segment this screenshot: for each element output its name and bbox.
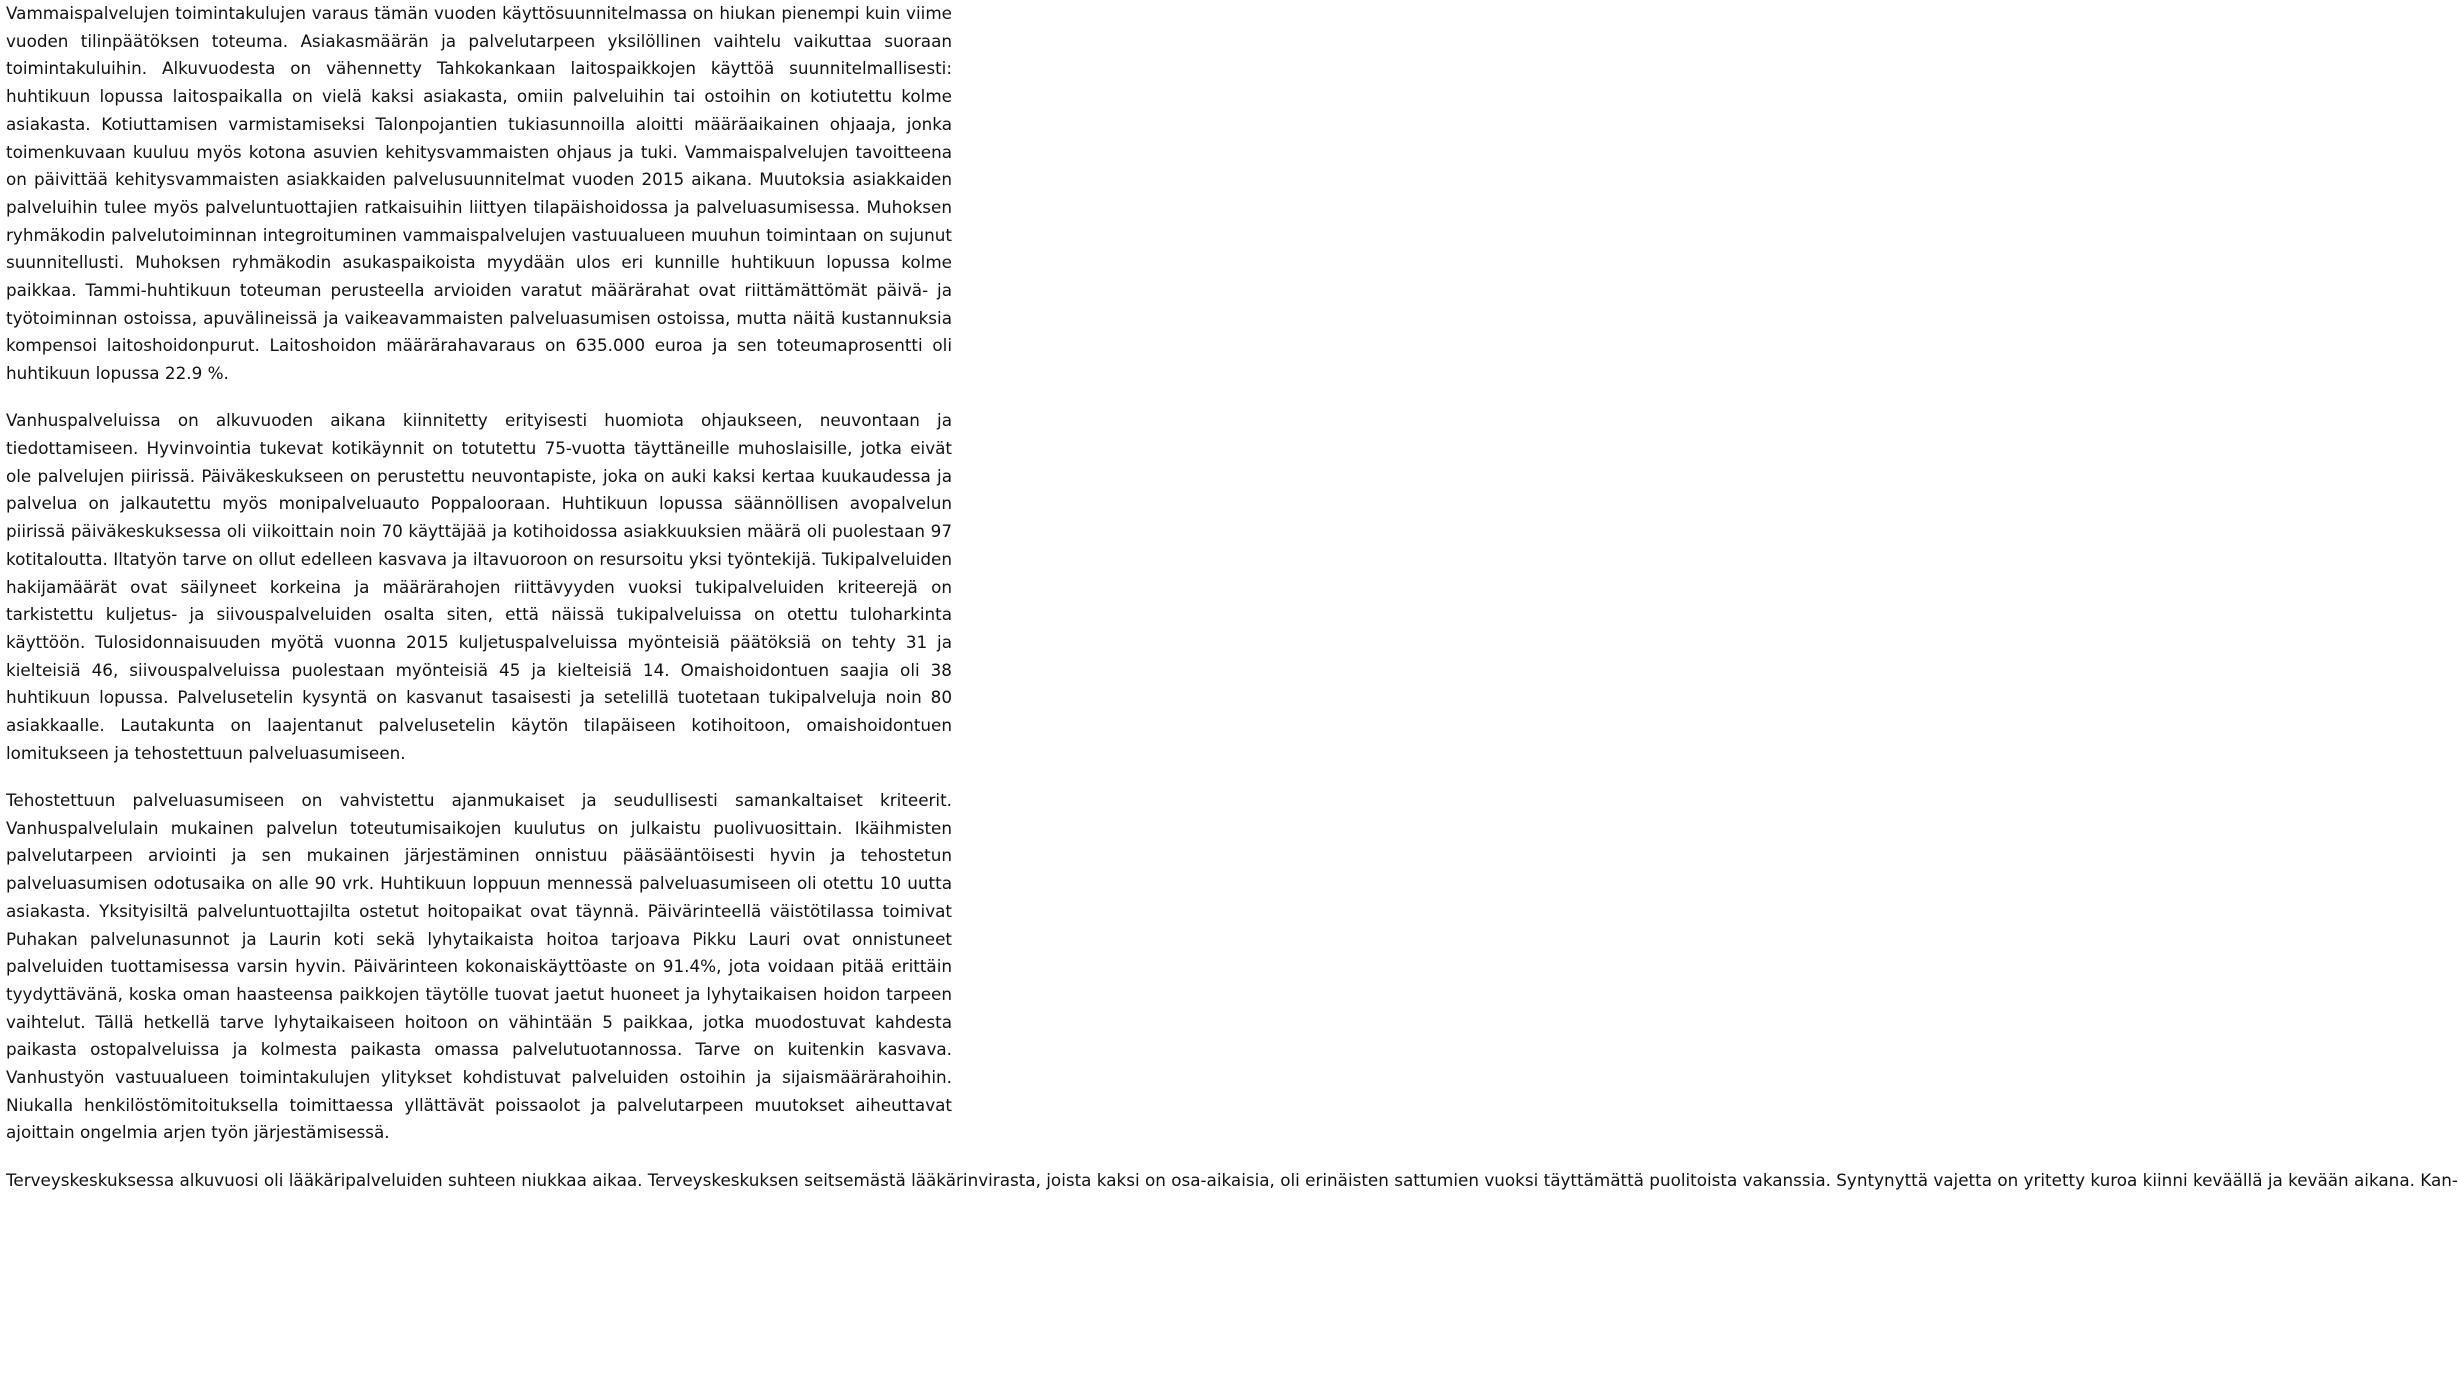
document-body bbox=[6, 0, 2458, 1194]
paragraph-tehostettu-palveluasuminen: Tehostettuun palveluasumiseen on vahvistettu ajanmukaiset ja seudullisesti samankaltaiset kriteerit. Vanhuspalvelulain mukainen palvelun toteutumisaikojen kuulutus on julkaistu puolivuosittain. Ikäihmisten palvelutarpeen arviointi ja sen mukainen järjestäminen onnistuu pääsääntöisesti hyvin ja tehostetun palveluasumisen odotusaika on alle 90 vrk. Huhtikuun loppuun mennessä palveluasumiseen oli otettu 10 uutta asiakasta. Yksityisiltä palveluntuottajilta ostetut hoitopaikat ovat täynnä. Päivärinteellä väistötilassa toimivat Puhakan palvelunasunnot ja Laurin koti sekä lyhytaikaista hoitoa tarjoava Pikku Lauri ovat onnistuneet palveluiden tuottamisessa varsin hyvin. Päivärinteen kokonaiskäyttöaste on 91.4%, jota voidaan pitää erittäin tyydyttävänä, koska oman haasteensa paikkojen täytölle tuovat jaetut huoneet ja lyhytaikaisen hoidon tarpeen vaihtelut. Tällä hetkellä tarve lyhytaikaiseen hoitoon on vähintään 5 paikkaa, jotka muodostuvat kahdesta paikasta ostopalveluissa ja kolmesta paikasta omassa palvelutuotannossa. Tarve on kuitenkin kasvava. Vanhustyön vastuualueen toimintakulujen ylitykset kohdistuvat palveluiden ostoihin ja sijaismäärärahoihin. Niukalla henkilöstömitoituksella toimittaessa yllättävät poissaolot ja palvelutarpeen muutokset aiheuttavat ajoittain ongelmia arjen työn järjestämisessä. bbox=[6, 789, 952, 1143]
paragraph-vanhuspalvelut: Vanhuspalveluissa on alkuvuoden aikana kiinnitetty erityisesti huomiota ohjaukseen, neuvontaan ja tiedottamiseen. Hyvinvointia tukevat kotikäynnit on totutettu 75-vuotta täyttäneille muhoslaisille, jotka eivät ole palvelujen piirissä. Päiväkeskukseen on perustettu neuvontapiste, joka on auki kaksi kertaa kuukaudessa ja palvelua on jalkautettu myös monipalveluauto Poppalooraan. Huhtikuun lopussa säännöllisen avopalvelun piirissä päiväkeskuksessa oli viikoittain noin 70 käyttäjää ja kotihoidossa asiakkuuksien määrä oli puolestaan 97 kotitaloutta. Iltatyön tarve on ollut edelleen kasvava ja iltavuoroon on resursoitu yksi työntekijä. Tukipalveluiden hakijamäärät ovat säilyneet korkeina ja määrärahojen riittävyyden vuoksi tukipalveluiden kriteerejä on tarkistettu kuljetus- ja siivouspalveluiden osalta siten, että näissä tukipalveluissa on otettu tuloharkinta käyttöön. Tulosidonnaisuuden myötä vuonna 2015 kuljetuspalveluissa myönteisiä päätöksiä on tehty 31 ja kielteisiä 46, siivouspalveluissa puolestaan myönteisiä 45 ja kielteisiä 14. Omaishoidontuen saajia oli 38 huhtikuun lopussa. Palvelusetelin kysyntä on kasvanut tasaisesti ja setelillä tuotetaan tukipalveluja noin 80 asiakkaalle. Lautakunta on laajentanut palvelusetelin käytön tilapäiseen kotihoitoon, omaishoidontuen lomitukseen ja tehostettuun palveluasumiseen. bbox=[6, 410, 952, 763]
paragraph-terveyskeskus: Terveyskeskuksessa alkuvuosi oli lääkäripalveluiden suhteen niukkaa aikaa. Terveyskeskuksen seitsemästä lääkärinvirasta, joista kaksi on osa-aikaisia, oli erinäisten sattumien vuoksi täyttämättä puolitoista vakanssia. Syntynyttä vajetta on yritetty kuroa kiinni keväällä ja kevään aikana. Kan- bbox=[6, 1169, 2458, 1190]
paragraph-vammaispalvelut: Vammaispalvelujen toimintakulujen varaus tämän vuoden käyttösuunnitelmassa on hiukan pienempi kuin viime vuoden tilinpäätöksen toteuma. Asiakasmäärän ja palvelutarpeen yksilöllinen vaihtelu vaikuttaa suoraan toimintakuluihin. Alkuvuodesta on vähennetty Tahkokankaan laitospaikkojen käyttöä suunnitelmallisesti: huhtikuun lopussa laitospaikalla on vielä kaksi asiakasta, omiin palveluihin tai ostoihin on kotiutettu kolme asiakasta. Kotiuttamisen varmistamiseksi Talonpojantien tukiasunnoilla aloitti määräaikainen ohjaaja, jonka toimenkuvaan kuuluu myös kotona asuvien kehitysvammaisten ohjaus ja tuki. Vammaispalvelujen tavoitteena on päivittää kehitysvammaisten asiakkaiden palvelusuunnitelmat vuoden 2015 aikana. Muutoksia asiakkaiden palveluihin tulee myös palveluntuottajien ratkaisuihin liittyen tilapäishoidossa ja palveluasumisessa. Muhoksen ryhmäkodin palvelutoiminnan integroituminen vammaispalvelujen vastuualueen muuhun toimintaan on sujunut suunnitellusti. Muhoksen ryhmäkodin asukaspaikoista myydään ulos eri kunnille huhtikuun lopussa kolme paikkaa. Tammi-huhtikuun toteuman perusteella arvioiden varatut määrärahat ovat riittämättömät päivä- ja työtoiminnan ostoissa, apuvälineissä ja vaikeavammaisten palveluasumisen ostoissa, mutta näitä kustannuksia kompensoi laitoshoidonpurut. Laitoshoidon määrärahavaraus on 635.000 euroa ja sen toteumaprosentti oli huhtikuun lopussa 22.9 %. bbox=[6, 3, 952, 384]
